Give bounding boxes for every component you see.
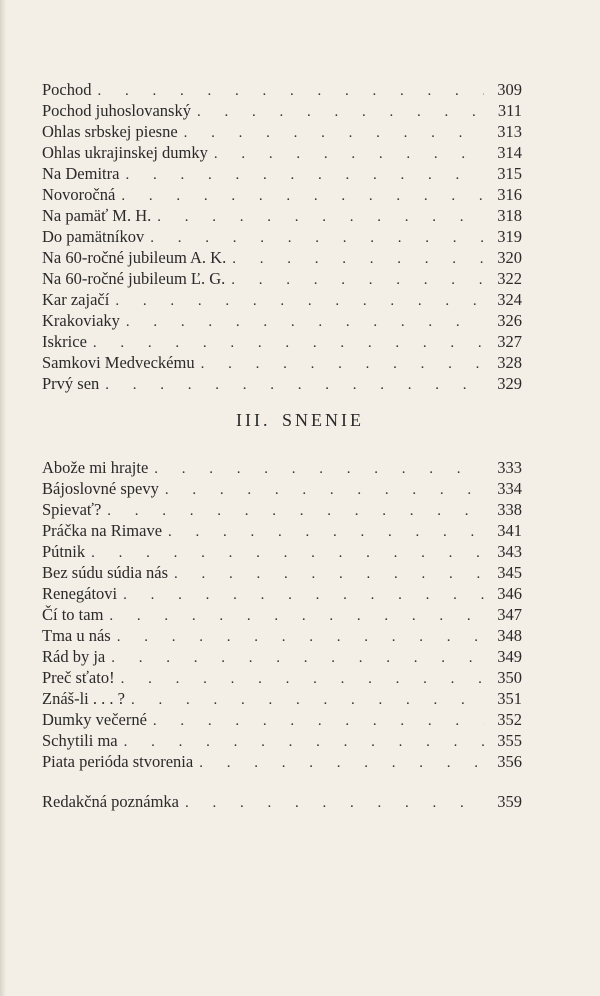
toc-entry-page: 326 <box>484 310 522 331</box>
toc-entry-page: 352 <box>484 709 522 730</box>
dot-leader <box>232 249 484 270</box>
toc-entry[interactable] <box>42 499 522 520</box>
toc-section-ii-list <box>42 79 522 394</box>
toc-entry[interactable] <box>42 205 522 226</box>
toc-entry-title: Pochod juhoslovanský <box>42 101 191 120</box>
toc-entry-page: 315 <box>484 163 522 184</box>
toc-entry-title: Ohlas srbskej piesne <box>42 122 178 141</box>
dot-leader <box>174 564 484 585</box>
dot-leader <box>121 669 484 690</box>
toc-entry-page: 318 <box>484 205 522 226</box>
toc-entry-page: 334 <box>484 478 522 499</box>
toc-entry-title: Na pamäť M. H. <box>42 206 152 225</box>
toc-entry-page: 314 <box>484 142 522 163</box>
dot-leader <box>199 753 484 774</box>
toc-entry-page: 328 <box>484 352 522 373</box>
toc-entry-page: 319 <box>484 226 522 247</box>
toc-entry-title: Na 60-ročné jubileum A. K. <box>42 248 227 267</box>
toc-section-iii-list <box>42 457 522 772</box>
toc-entry-title: Abože mi hrajte <box>42 458 149 477</box>
toc-entry[interactable] <box>42 730 522 751</box>
dot-leader <box>157 207 484 228</box>
toc-entry-title: Novoročná <box>42 185 116 204</box>
toc-entry[interactable] <box>42 688 522 709</box>
dot-leader <box>105 375 484 396</box>
toc-entry[interactable] <box>42 268 522 289</box>
toc-entry-page: 341 <box>484 520 522 541</box>
toc-entry-title: Iskrice <box>42 332 87 351</box>
dot-leader <box>98 81 485 102</box>
toc-entry-page: 351 <box>484 688 522 709</box>
toc-entry[interactable] <box>42 184 522 205</box>
toc-entry[interactable] <box>42 562 522 583</box>
toc-entry[interactable] <box>42 121 522 142</box>
toc-entry-title: Schytili ma <box>42 731 118 750</box>
toc-entry[interactable] <box>42 583 522 604</box>
section-heading: III. SNENIE <box>236 410 364 430</box>
toc-entry-title: Renegátovi <box>42 584 118 603</box>
toc-entry-page: 324 <box>484 289 522 310</box>
toc-entry-page: 347 <box>484 604 522 625</box>
toc-entry-page: 350 <box>484 667 522 688</box>
toc-editorial-note <box>42 791 522 812</box>
toc-entry-page: 309 <box>484 79 522 100</box>
dot-leader <box>165 480 484 501</box>
toc-entry-title: Pútnik <box>42 542 86 561</box>
dot-leader <box>125 165 484 186</box>
dot-leader <box>150 228 484 249</box>
toc-entry[interactable] <box>42 667 522 688</box>
toc-entry-title: Čí to tam <box>42 605 104 624</box>
dot-leader <box>153 711 484 732</box>
dot-leader <box>168 522 484 543</box>
toc-entry-page: 349 <box>484 646 522 667</box>
dot-leader <box>131 690 484 711</box>
dot-leader <box>107 501 484 522</box>
toc-entry[interactable] <box>42 289 522 310</box>
toc-entry-title: Na Demitra <box>42 164 120 183</box>
toc-entry-page: 356 <box>484 751 522 772</box>
toc-entry[interactable] <box>42 79 522 100</box>
dot-leader <box>214 144 484 165</box>
toc-entry-page: 333 <box>484 457 522 478</box>
toc-entry-page: 311 <box>484 100 522 121</box>
toc-entry-title: Práčka na Rimave <box>42 521 163 540</box>
toc-entry[interactable] <box>42 709 522 730</box>
toc-entry-title: Samkovi Medveckému <box>42 353 195 372</box>
toc-entry-page: 355 <box>484 730 522 751</box>
toc-entry-page: 359 <box>484 791 522 812</box>
dot-leader <box>184 123 484 144</box>
toc-entry[interactable] <box>42 352 522 373</box>
toc-entry-title: Bájoslovné spevy <box>42 479 159 498</box>
toc-entry-page: 329 <box>484 373 522 394</box>
toc-entry[interactable] <box>42 163 522 184</box>
toc-entry-title: Krakoviaky <box>42 311 120 330</box>
toc-entry[interactable] <box>42 373 522 394</box>
dot-leader <box>117 627 484 648</box>
toc-entry-title: Kar zajačí <box>42 290 110 309</box>
toc-entry-title: Pochod <box>42 80 92 99</box>
dot-leader <box>201 354 484 375</box>
dot-leader <box>109 606 484 627</box>
toc-entry[interactable] <box>42 457 522 478</box>
toc-entry-title: Ohlas ukrajinskej dumky <box>42 143 208 162</box>
toc-entry-title: Redakčná poznámka <box>42 792 179 811</box>
toc-entry-page: 348 <box>484 625 522 646</box>
page-edge <box>0 0 6 996</box>
toc-entry-page: 346 <box>484 583 522 604</box>
toc-entry-title: Na 60-ročné jubileum Ľ. G. <box>42 269 226 288</box>
toc-entry[interactable] <box>42 331 522 352</box>
toc-entry-page: 320 <box>484 247 522 268</box>
toc-entry-title: Prvý sen <box>42 374 100 393</box>
toc-entry[interactable] <box>42 541 522 562</box>
toc-entry[interactable] <box>42 791 522 812</box>
dot-leader <box>91 543 484 564</box>
toc-entry-title: Dumky večerné <box>42 710 147 729</box>
toc-entry[interactable] <box>42 100 522 121</box>
dot-leader <box>197 102 484 123</box>
toc-entry[interactable] <box>42 142 522 163</box>
toc-entry-page: 338 <box>484 499 522 520</box>
toc-entry-title: Tma u nás <box>42 626 111 645</box>
toc-entry-title: Znáš-li . . . ? <box>42 689 125 708</box>
toc-entry-page: 322 <box>484 268 522 289</box>
dot-leader <box>231 270 484 291</box>
toc-entry[interactable] <box>42 247 522 268</box>
toc-entry-page: 327 <box>484 331 522 352</box>
dot-leader <box>124 732 484 753</box>
toc-entry[interactable] <box>42 751 522 772</box>
dot-leader <box>121 186 484 207</box>
toc-entry-title: Piata perióda stvorenia <box>42 752 194 771</box>
toc-entry[interactable] <box>42 226 522 247</box>
toc-entry-title: Spievať? <box>42 500 102 519</box>
dot-leader <box>126 312 484 333</box>
dot-leader <box>185 793 484 814</box>
dot-leader <box>93 333 484 354</box>
toc-entry[interactable] <box>42 604 522 625</box>
toc-entry-page: 345 <box>484 562 522 583</box>
toc-entry-title: Rád by ja <box>42 647 106 666</box>
toc-entry[interactable] <box>42 520 522 541</box>
dot-leader <box>111 648 484 669</box>
toc-entry-page: 313 <box>484 121 522 142</box>
toc-entry-page: 316 <box>484 184 522 205</box>
dot-leader <box>123 585 484 606</box>
toc-entry-title: Bez súdu súdia nás <box>42 563 169 582</box>
dot-leader <box>154 459 484 480</box>
dot-leader <box>115 291 484 312</box>
toc-entry-page: 343 <box>484 541 522 562</box>
toc-entry[interactable] <box>42 310 522 331</box>
toc-entry-title: Preč sťato! <box>42 668 115 687</box>
toc-entry[interactable] <box>42 625 522 646</box>
toc-entry[interactable] <box>42 478 522 499</box>
toc-entry-title: Do pamätníkov <box>42 227 145 246</box>
toc-entry[interactable] <box>42 646 522 667</box>
